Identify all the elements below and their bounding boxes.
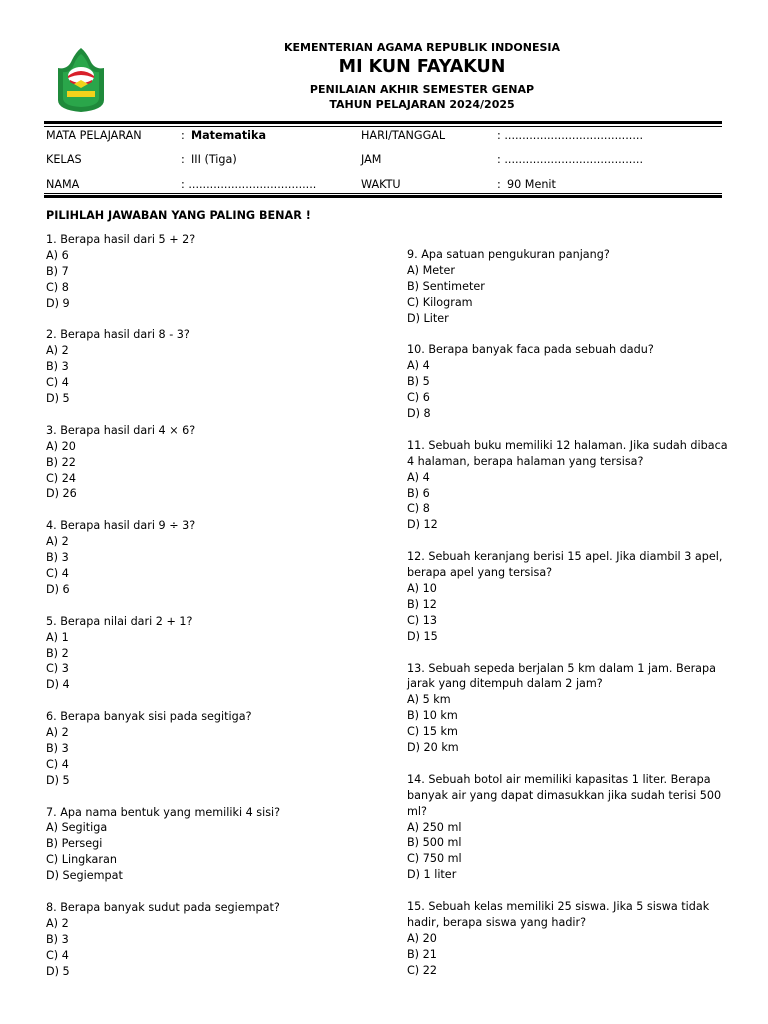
option-b[interactable]: B) Persegi: [46, 837, 103, 851]
option-b[interactable]: B) 3: [46, 741, 69, 755]
time-value[interactable]: : .......................................: [497, 153, 644, 166]
option-c[interactable]: C) 4: [46, 566, 69, 580]
option-c[interactable]: C) 4: [46, 376, 69, 390]
question-item: [407, 247, 729, 327]
option-b[interactable]: B) 3: [46, 932, 69, 946]
question-text: 13. Sebuah sepeda berjalan 5 km dalam 1 jam. Berapa jarak yang ditempuh dalam 2 jam?: [407, 661, 716, 691]
question-item: [46, 232, 376, 312]
question-item: [46, 709, 376, 789]
question-text: 2. Berapa hasil dari 8 - 3?: [46, 328, 190, 342]
class-label: KELAS: [46, 153, 82, 166]
option-d[interactable]: D) Liter: [407, 311, 449, 325]
option-a[interactable]: A) Meter: [407, 263, 455, 277]
class-value: III (Tiga): [191, 153, 237, 166]
option-c[interactable]: C) 8: [46, 280, 69, 294]
school-name: MI KUN FAYAKUN: [338, 57, 506, 77]
question-item: [46, 327, 376, 407]
question-text: 11. Sebuah buku memiliki 12 halaman. Jika sudah dibaca 4 halaman, berapa halaman yang tersisa?: [407, 438, 728, 468]
school-logo-icon: [50, 46, 112, 114]
option-b[interactable]: B) 500 ml: [407, 836, 462, 850]
option-c[interactable]: C) Kilogram: [407, 295, 473, 309]
question-text: 15. Sebuah kelas memiliki 25 siswa. Jika 5 siswa tidak hadir, berapa siswa yang hadir?: [407, 900, 710, 929]
question-item: [46, 518, 376, 598]
question-item: [46, 614, 376, 694]
questions-right-column: [407, 247, 729, 994]
question-text: 7. Apa nama bentuk yang memiliki 4 sisi?: [46, 805, 281, 819]
header-rule-bottom-thin: [44, 193, 722, 194]
option-d[interactable]: D) 8: [407, 407, 431, 421]
ministry-heading: KEMENTERIAN AGAMA REPUBLIK INDONESIA: [283, 41, 561, 54]
question-text: 8. Berapa banyak sudut pada segiempat?: [46, 900, 280, 914]
question-text: 10. Berapa banyak faca pada sebuah dadu?: [407, 343, 654, 357]
option-a[interactable]: A) 2: [46, 535, 69, 549]
option-a[interactable]: A) 5 km: [407, 693, 451, 707]
option-b[interactable]: B) 10 km: [407, 709, 458, 723]
question-item: [407, 438, 729, 533]
duration-label: WAKTU: [361, 178, 401, 191]
question-item: [46, 900, 376, 980]
option-d[interactable]: D) 9: [46, 296, 70, 310]
subject-label: MATA PELAJARAN: [46, 129, 142, 142]
option-a[interactable]: A) 20: [407, 931, 437, 945]
question-text: 12. Sebuah keranjang berisi 15 apel. Jika diambil 3 apel, berapa apel yang tersisa?: [407, 550, 723, 580]
option-a[interactable]: A) 2: [46, 726, 69, 740]
option-c[interactable]: C) 6: [407, 391, 430, 405]
option-b[interactable]: B) 3: [46, 360, 69, 374]
question-text: 6. Berapa banyak sisi pada segitiga?: [46, 710, 252, 724]
question-item: [407, 342, 729, 422]
option-a[interactable]: A) 4: [407, 470, 430, 484]
option-c[interactable]: C) 15 km: [407, 725, 458, 739]
option-a[interactable]: A) 20: [46, 439, 76, 453]
option-a[interactable]: A) 1: [46, 630, 69, 644]
option-c[interactable]: C) 750 ml: [407, 852, 462, 866]
option-d[interactable]: D) 26: [46, 487, 77, 501]
option-c[interactable]: C) 8: [407, 502, 430, 516]
instruction-text: PILIHLAH JAWABAN YANG PALING BENAR !: [46, 209, 311, 222]
header-rule-top: [44, 121, 722, 124]
option-c[interactable]: C) 22: [407, 963, 437, 977]
option-d[interactable]: D) 1 liter: [407, 868, 457, 882]
question-text: 9. Apa satuan pengukuran panjang?: [407, 248, 610, 261]
option-d[interactable]: D) 15: [407, 629, 438, 643]
academic-year: TAHUN PELAJARAN 2024/2025: [329, 98, 515, 111]
question-item: [407, 772, 729, 883]
option-a[interactable]: A) 4: [407, 359, 430, 373]
question-item: [407, 549, 729, 644]
option-b[interactable]: B) 7: [46, 264, 69, 278]
option-c[interactable]: C) 4: [46, 757, 69, 771]
option-c[interactable]: C) 24: [46, 471, 76, 485]
duration-value: 90 Menit: [507, 178, 556, 191]
header-rule-top-thin: [44, 126, 722, 127]
option-b[interactable]: B) 2: [46, 646, 69, 660]
option-d[interactable]: D) 5: [46, 773, 70, 787]
option-a[interactable]: A) 10: [407, 581, 437, 595]
option-c[interactable]: C) 3: [46, 662, 69, 676]
question-item: [46, 805, 376, 885]
option-b[interactable]: B) 21: [407, 947, 437, 961]
option-a[interactable]: A) 2: [46, 916, 69, 930]
class-colon: :: [181, 153, 185, 166]
option-c[interactable]: C) 4: [46, 948, 69, 962]
option-a[interactable]: A) Segitiga: [46, 821, 108, 835]
questions-left-column: [46, 232, 376, 995]
option-d[interactable]: D) Segiempat: [46, 869, 123, 883]
question-text: 1. Berapa hasil dari 5 + 2?: [46, 233, 196, 246]
option-a[interactable]: A) 250 ml: [407, 820, 462, 834]
option-c[interactable]: C) 13: [407, 613, 437, 627]
option-b[interactable]: B) 5: [407, 375, 430, 389]
question-item: [407, 661, 729, 756]
option-d[interactable]: D) 20 km: [407, 741, 459, 755]
subject-colon: :: [181, 129, 185, 142]
exam-title: PENILAIAN AKHIR SEMESTER GENAP: [309, 83, 535, 96]
question-item: [407, 899, 729, 979]
duration-colon: :: [497, 178, 501, 191]
option-b[interactable]: B) 6: [407, 486, 430, 500]
subject-value: Matematika: [191, 129, 266, 142]
question-text: 4. Berapa hasil dari 9 ÷ 3?: [46, 519, 196, 533]
question-text: 3. Berapa hasil dari 4 × 6?: [46, 423, 196, 437]
day-label: HARI/TANGGAL: [361, 129, 446, 142]
header-rule-bottom: [44, 195, 722, 198]
option-b[interactable]: B) 22: [46, 455, 76, 469]
option-b[interactable]: B) 12: [407, 597, 437, 611]
option-d[interactable]: D) 4: [46, 678, 70, 692]
option-d[interactable]: D) 6: [46, 582, 70, 596]
question-text: 14. Sebuah botol air memiliki kapasitas 1 liter. Berapa banyak air yang dapat dimasukkan jika sudah terisi 500 ml?: [407, 772, 722, 818]
option-b[interactable]: B) Sentimeter: [407, 279, 485, 293]
time-label: JAM: [361, 153, 382, 166]
option-d[interactable]: D) 5: [46, 392, 70, 406]
option-d[interactable]: D) 12: [407, 518, 438, 532]
day-value[interactable]: : .......................................: [497, 129, 644, 142]
option-a[interactable]: A) 6: [46, 248, 69, 262]
question-text: 5. Berapa nilai dari 2 + 1?: [46, 614, 193, 628]
name-label: NAMA: [46, 178, 80, 191]
option-c[interactable]: C) Lingkaran: [46, 853, 117, 867]
name-value[interactable]: : ....................................: [181, 178, 317, 191]
option-b[interactable]: B) 3: [46, 551, 69, 565]
option-a[interactable]: A) 2: [46, 344, 69, 358]
question-item: [46, 423, 376, 503]
option-d[interactable]: D) 5: [46, 964, 70, 978]
